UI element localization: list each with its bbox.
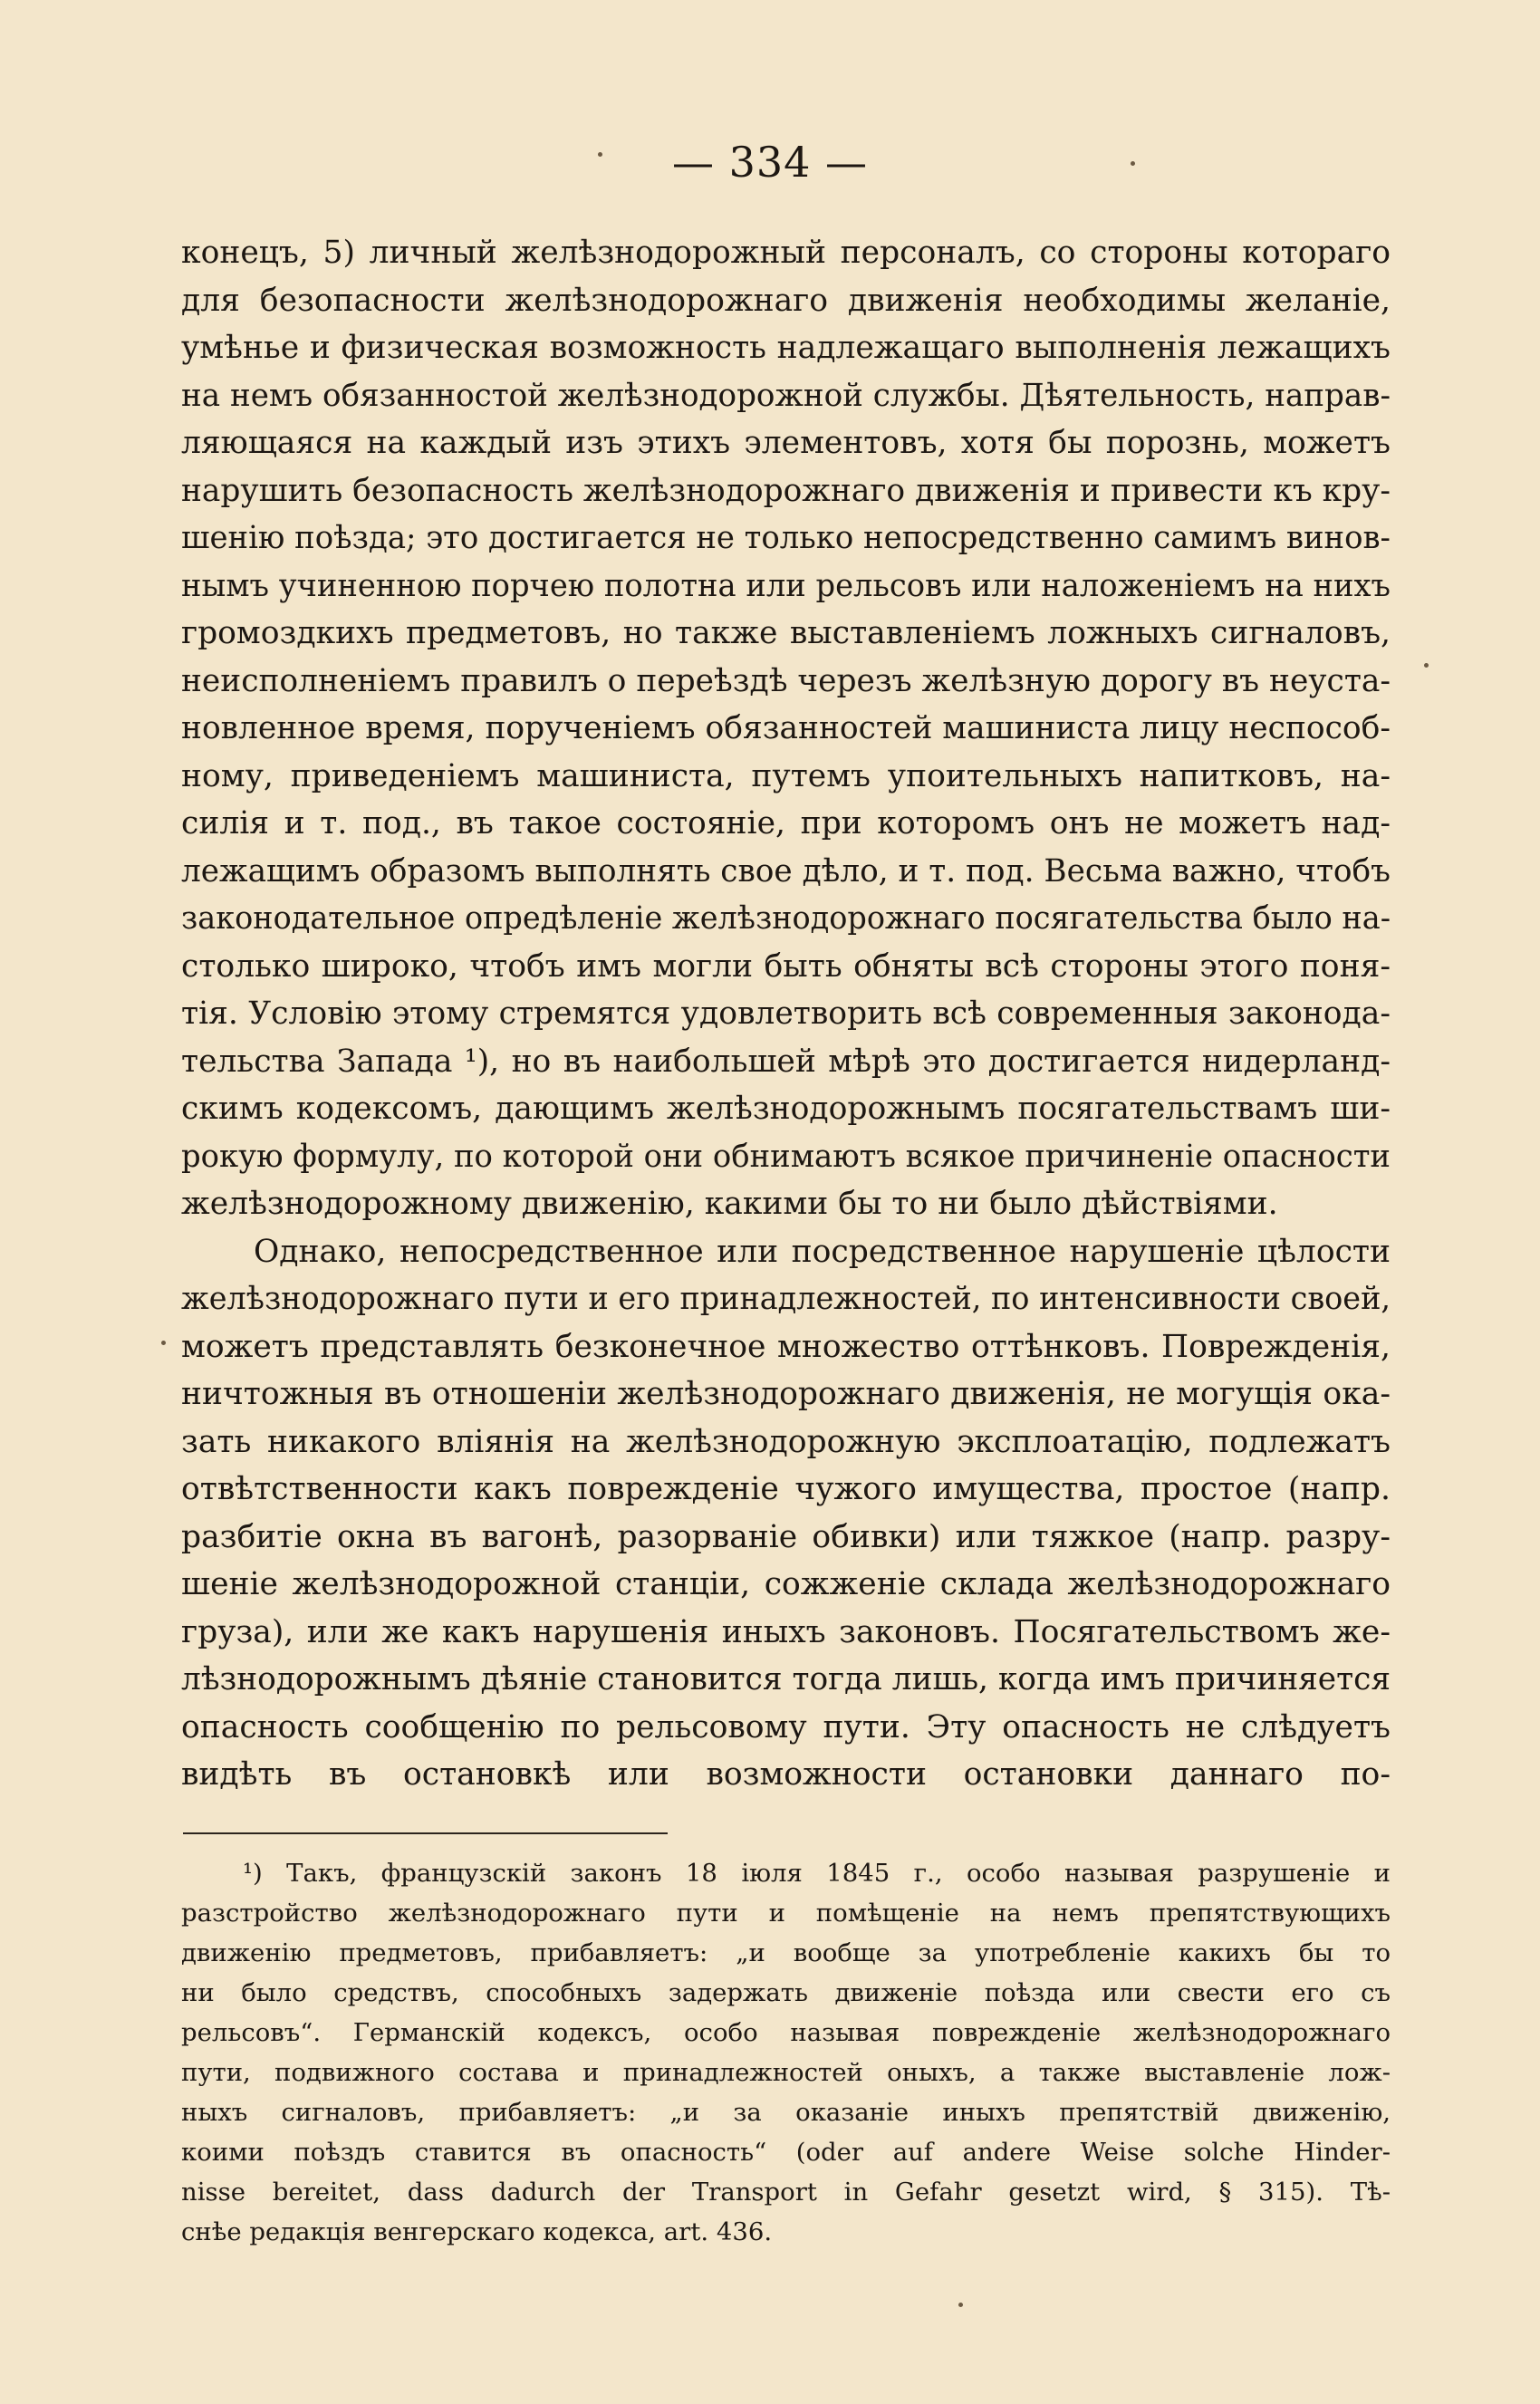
footnote-line: разстройство желѣзнодорожнаго пути и помѣщеніе на немъ препятствующихъ xyxy=(181,1899,1391,1928)
text-line: ному, приведеніемъ машиниста, путемъ упоительныхъ напитковъ, на- xyxy=(181,757,1391,794)
text-line: зать никакого вліянія на желѣзнодорожную эксплоатацію, подлежатъ xyxy=(181,1423,1391,1460)
paragraph-start-line: Однако, непосредственное или посредственное нарушеніе цѣлости xyxy=(254,1233,1391,1270)
text-line: законодательное опредѣленіе желѣзнодорожнаго посягательства было на- xyxy=(181,900,1391,937)
footnote-divider xyxy=(183,1832,668,1834)
text-line: нарушить безопасность желѣзнодорожнаго движенія и привести къ кру- xyxy=(181,472,1391,509)
text-line: желѣзнодорожному движенію, какими бы то ни было дѣйствіями. xyxy=(181,1186,1278,1222)
text-line: для безопасности желѣзнодорожнаго движенія необходимы желаніе, xyxy=(181,282,1391,319)
text-line: отвѣтственности какъ поврежденіе чужого имущества, простое (напр. xyxy=(181,1471,1391,1507)
text-line: тія. Условію этому стремятся удовлетворить всѣ современныя законода- xyxy=(181,995,1391,1032)
text-line: громоздкихъ предметовъ, но также выставленіемъ ложныхъ сигналовъ, xyxy=(181,615,1391,651)
page-number: — 334 — xyxy=(671,138,869,187)
text-line: опасность сообщенію по рельсовому пути. Эту опасность не слѣдуетъ xyxy=(181,1708,1391,1745)
text-line: нымъ учиненною порчею полотна или рельсовъ или наложеніемъ на нихъ xyxy=(181,567,1391,604)
text-line: рокую формулу, по которой они обнимаютъ всякое причиненіе опасности xyxy=(181,1138,1391,1175)
text-line: видѣть въ остановкѣ или возможности остановки даннаго по- xyxy=(181,1756,1391,1793)
text-line: тельства Запада ¹), но въ наибольшей мѣрѣ это достигается нидерланд- xyxy=(181,1043,1391,1080)
main-text xyxy=(181,229,1391,1799)
text-line: на немъ обязанностой желѣзнодорожной службы. Дѣятельность, направ- xyxy=(181,377,1391,414)
footnote-line: nisse bereitet, dass dadurch der Transport in Gefahr gesetzt wird, § 315). Тѣ- xyxy=(181,2178,1391,2207)
text-line: разбитіе окна въ вагонѣ, разорваніе обивки) или тяжкое (напр. разру- xyxy=(181,1518,1391,1555)
text-line: конецъ, 5) личный желѣзнодорожный персоналъ, со стороны котораго xyxy=(181,235,1391,271)
paper-speck xyxy=(161,1341,166,1345)
footnote-line: снѣе редакція венгерскаго кодекса, art. 436. xyxy=(181,2217,773,2246)
footnote-line: ныхъ сигналовъ, прибавляетъ: „и за оказаніе иныхъ препятствій движенію, xyxy=(181,2098,1391,2127)
text-line: умѣнье и физическая возможность надлежащаго выполненія лежащихъ xyxy=(181,330,1391,366)
paper-speck xyxy=(1131,161,1135,166)
text-line: скимъ кодексомъ, дающимъ желѣзнодорожнымъ посягательствамъ ши- xyxy=(181,1091,1391,1127)
text-line: ляющаяся на каждый изъ этихъ элементовъ, хотя бы порознь, можетъ xyxy=(181,425,1391,461)
text-line: ничтожныя въ отношеніи желѣзнодорожнаго движенія, не могущія ока- xyxy=(181,1376,1391,1412)
footnote-line: ¹) Такъ, французскій законъ 18 іюля 1845 г., особо называя разрушеніе и xyxy=(243,1859,1391,1888)
paper-speck xyxy=(958,2303,963,2307)
footnote-line: коими поѣздъ ставится въ опасность“ (oder auf andere Weise solche Hinder- xyxy=(181,2138,1391,2167)
text-line: столько широко, чтобъ имъ могли быть обняты всѣ стороны этого поня- xyxy=(181,947,1391,985)
text-line: новленное время, порученіемъ обязанностей машиниста лицу неспособ- xyxy=(181,710,1391,746)
paper-speck xyxy=(598,152,602,157)
text-line: желѣзнодорожнаго пути и его принадлежностей, по интенсивности своей, xyxy=(181,1281,1391,1317)
footnote-line: рельсовъ“. Германскій кодексъ, особо называя поврежденіе желѣзнодорожнаго xyxy=(181,2018,1391,2047)
footnote-line: движенію предметовъ, прибавляетъ: „и вообще за употребленіе какихъ бы то xyxy=(181,1938,1391,1967)
text-line: можетъ представлять безконечное множество оттѣнковъ. Поврежденія, xyxy=(181,1328,1391,1365)
text-line: шенію поѣзда; это достигается не только непосредственно самимъ винов- xyxy=(181,520,1391,556)
text-line: шеніе желѣзнодорожной станціи, сожженіе склада желѣзнодорожнаго xyxy=(181,1566,1391,1602)
text-line: груза), или же какъ нарушенія иныхъ законовъ. Посягательствомъ же- xyxy=(181,1613,1391,1650)
footnote-line: ни было средствъ, способныхъ задержать движеніе поѣзда или свести его съ xyxy=(181,1978,1391,2007)
paper-speck xyxy=(1424,663,1429,668)
text-line: лѣзнодорожнымъ дѣяніе становится тогда лишь, когда имъ причиняется xyxy=(181,1661,1391,1697)
text-line: лежащимъ образомъ выполнять свое дѣло, и т. под. Весьма важно, чтобъ xyxy=(181,852,1391,889)
footnotes xyxy=(181,1853,1391,2252)
footnote-line: пути, подвижного состава и принадлежностей оныхъ, а также выставленіе лож- xyxy=(181,2058,1391,2087)
text-line: силія и т. под., въ такое состояніе, при которомъ онъ не можетъ над- xyxy=(181,805,1391,841)
text-line: неисполненіемъ правилъ о переѣздѣ черезъ желѣзную дорогу въ неуста- xyxy=(181,662,1391,699)
